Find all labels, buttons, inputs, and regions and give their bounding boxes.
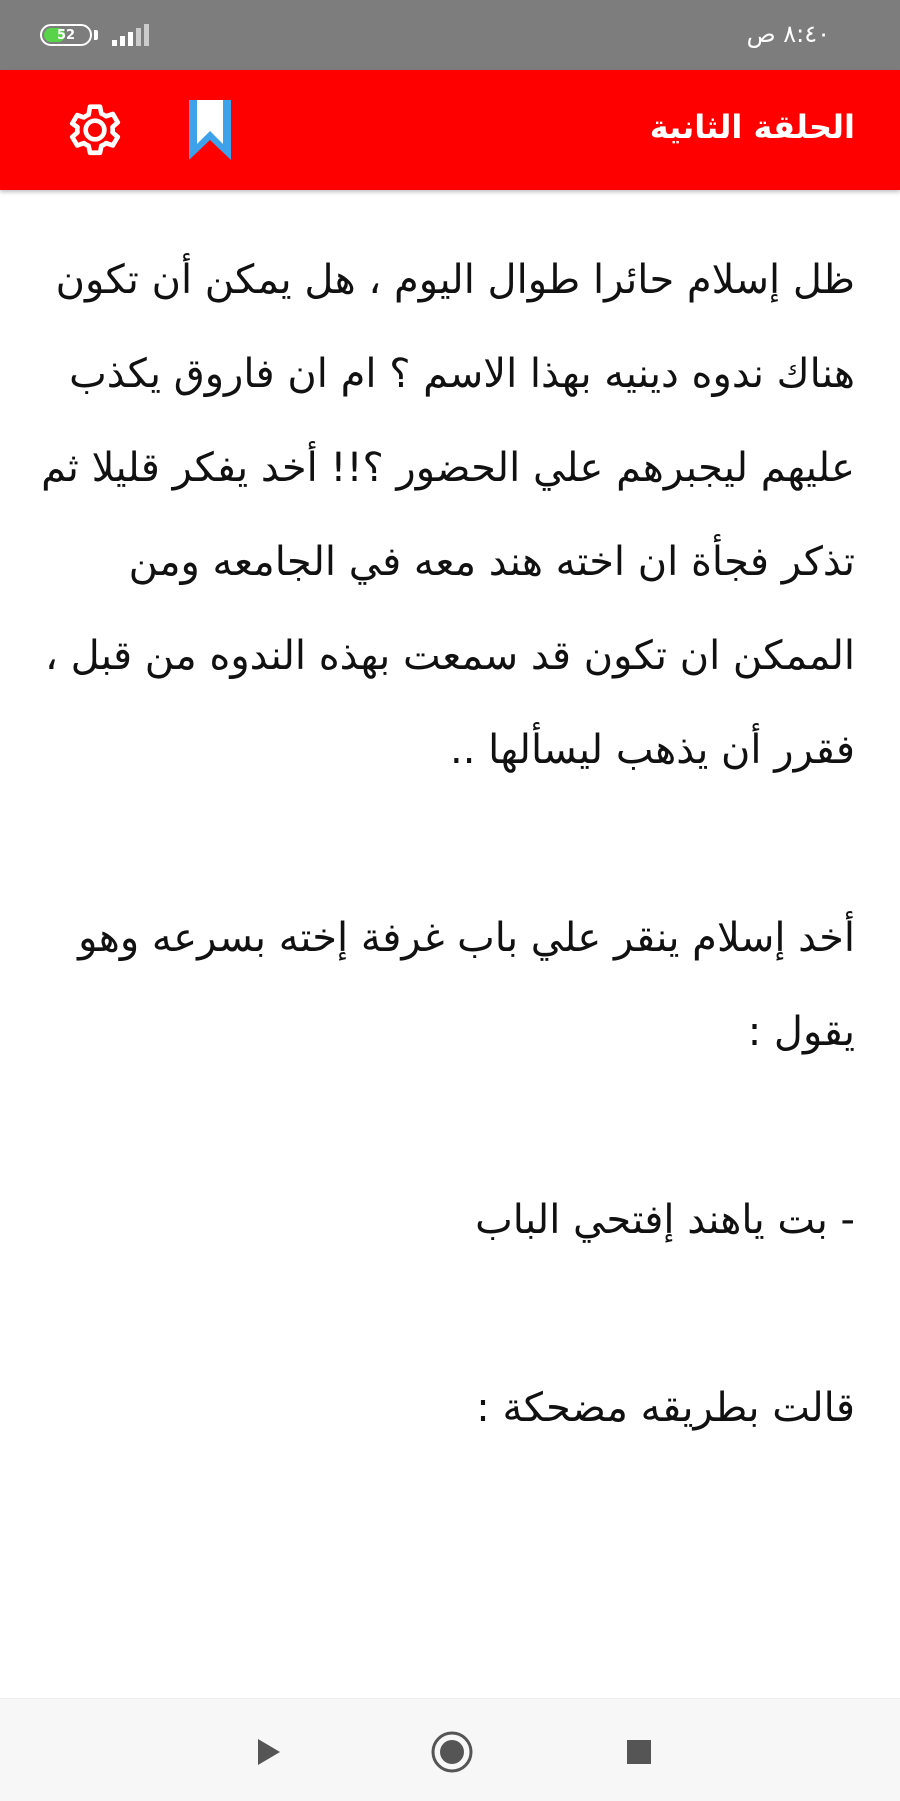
app-bar [0,70,900,190]
paragraph-gap [0,1079,900,1173]
signal-icon [112,24,149,46]
paragraph: ظل إسلام حائرا طوال اليوم ، هل يمكن أن تكون هناك ندوه دينيه بهذا الاسم ؟ ام ان فاروق يكذب عليهم ليجبرهم علي الحضور ؟!! أخد يفكر قليلا ثم تذكر فجأة ان اخته هند معه في الجامعه ومن الممكن ان تكون قد سمعت بهذه الندوه من قبل ، فقرر أن يذهب ليسألها .. [41,257,855,773]
settings-button[interactable] [55,95,135,165]
bookmark-button[interactable] [180,95,240,165]
recents-button[interactable] [614,1727,664,1777]
navigation-bar [0,1698,900,1801]
home-button[interactable] [427,1727,477,1777]
battery-level: 52 [56,27,76,43]
battery-cap [94,30,98,40]
paragraph: - بت ياهند إفتحي الباب [475,1197,855,1243]
back-triangle-icon [252,1736,284,1768]
chapter-title: الحلقة الثانية [649,108,855,146]
recents-square-icon [625,1738,653,1766]
paragraph: أخد إسلام ينقر علي باب غرفة إخته بسرعه وهو يقول : [78,915,855,1055]
back-button[interactable] [243,1727,293,1777]
home-circle-icon [429,1729,475,1775]
paragraph-gap [0,797,900,891]
reader-content[interactable] [0,190,900,1690]
battery-icon [40,24,92,46]
status-bar [0,0,900,70]
paragraph-gap [0,1267,900,1361]
gear-icon [60,95,130,165]
paragraph: قالت بطريقه مضحكة : [476,1385,855,1431]
bookmark-icon [185,98,235,162]
status-time: ٨:٤٠ ص [746,20,830,48]
status-icons [40,24,149,46]
